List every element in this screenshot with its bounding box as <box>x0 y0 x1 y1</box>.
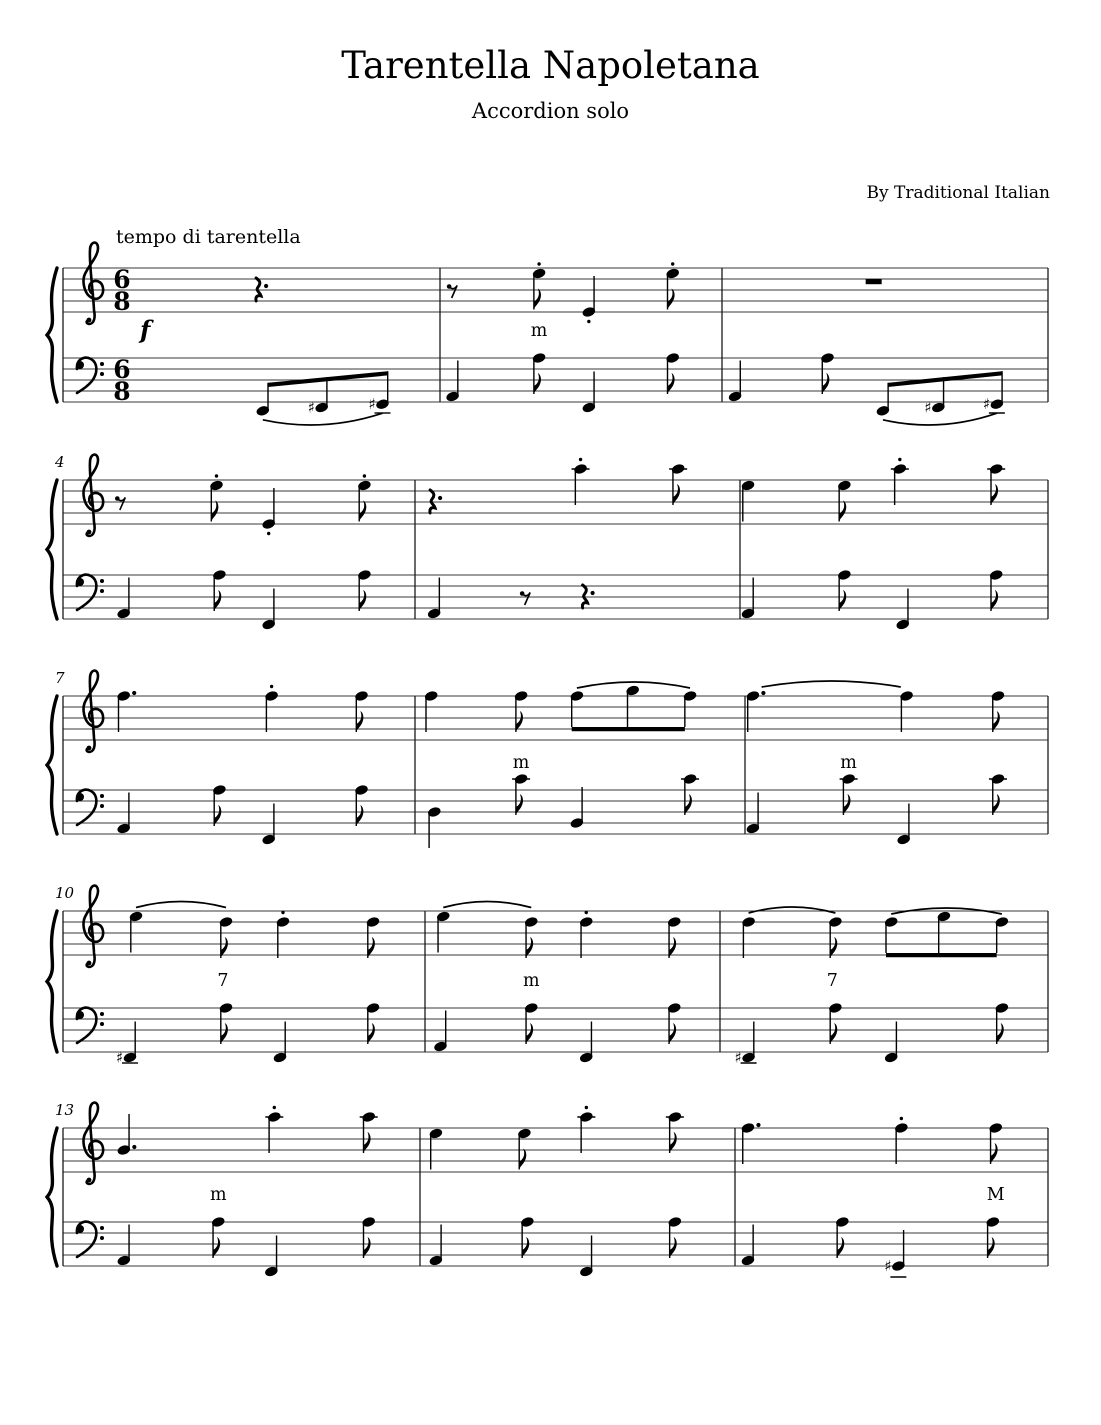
note <box>212 569 227 611</box>
note <box>276 911 291 958</box>
note <box>820 352 835 394</box>
beam-group <box>875 371 1004 425</box>
note <box>985 1216 1000 1258</box>
augmentation-dot <box>264 284 268 288</box>
note <box>366 916 381 958</box>
note <box>433 1011 448 1053</box>
note <box>273 1022 288 1064</box>
sharp-accidental: ♯ <box>884 1257 892 1275</box>
chord-quality-label: m <box>840 753 857 773</box>
chord-quality-label: 7 <box>826 971 838 991</box>
note <box>361 1216 376 1258</box>
chord-quality-label: 7 <box>217 971 229 991</box>
grand-staff-system <box>47 884 1048 1067</box>
note <box>896 804 911 846</box>
measure <box>741 458 1006 631</box>
slur <box>883 413 997 425</box>
staccato-dot <box>671 262 674 265</box>
note <box>357 474 372 521</box>
note <box>514 690 529 732</box>
staccato-dot <box>363 474 366 477</box>
time-signature-lower: 8 <box>113 287 131 316</box>
note <box>884 1022 899 1064</box>
note <box>445 361 460 403</box>
system-brace <box>47 480 57 619</box>
sharp-accidental: ♯ <box>116 1048 124 1067</box>
staccato-dot <box>900 1117 903 1120</box>
sharp-accidental: ♯ <box>924 398 932 417</box>
rest <box>520 591 530 605</box>
staccato-dot <box>898 458 901 461</box>
note <box>436 910 451 952</box>
sharp-accidental: ♯ <box>734 1048 742 1067</box>
measure-number: 13 <box>55 1101 75 1119</box>
note <box>581 372 596 414</box>
staccato-dot <box>267 532 270 535</box>
beam <box>572 727 685 731</box>
eighth-flag <box>359 501 366 522</box>
note <box>577 1106 595 1153</box>
note <box>735 1022 757 1067</box>
beam-group <box>255 371 390 425</box>
note <box>840 773 858 815</box>
note <box>354 784 369 826</box>
grand-staff-system <box>47 453 1048 631</box>
note <box>728 361 743 403</box>
staccato-dot <box>579 458 582 461</box>
bass-clef-icon <box>76 358 104 393</box>
note <box>988 1122 1003 1164</box>
tempo-marking: tempo di tarentella <box>116 226 301 248</box>
note <box>991 690 1006 732</box>
augmentation-dot <box>438 496 442 500</box>
note <box>745 793 760 835</box>
eighth-flag <box>534 289 541 310</box>
note <box>994 1002 1009 1044</box>
staccato-dot <box>273 1106 276 1109</box>
note <box>524 1002 539 1044</box>
sharp-accidental: ♯ <box>368 395 376 414</box>
note <box>424 690 439 732</box>
bass-clef-icon <box>76 1008 104 1043</box>
note <box>366 1002 381 1044</box>
note <box>532 352 547 394</box>
grand-staff-system <box>47 1101 1048 1278</box>
note <box>532 262 547 309</box>
chord-quality-label: m <box>530 321 548 341</box>
sharp-accidental: ♯ <box>307 398 315 417</box>
note <box>741 479 756 521</box>
note <box>211 1216 226 1258</box>
measure <box>115 474 372 630</box>
measure-number: 7 <box>55 669 65 687</box>
eighth-flag <box>668 289 675 310</box>
note <box>520 1216 535 1258</box>
augmentation-dot <box>756 1123 760 1127</box>
note <box>129 910 144 952</box>
eighth-flag <box>839 501 846 522</box>
note <box>837 479 852 521</box>
note <box>579 911 594 958</box>
staccato-dot <box>585 1106 588 1109</box>
rest <box>115 496 125 510</box>
measure <box>255 278 390 425</box>
measure-number: 4 <box>55 453 65 471</box>
note <box>669 463 687 505</box>
note <box>428 1225 443 1267</box>
note <box>579 1022 594 1064</box>
note <box>265 1106 283 1153</box>
measure <box>116 1106 377 1278</box>
grand-staff-system <box>47 669 1048 848</box>
note <box>884 1230 906 1277</box>
note <box>264 685 279 732</box>
note <box>989 773 1007 815</box>
measure-number: 10 <box>55 884 75 902</box>
note <box>581 276 596 323</box>
note <box>212 784 227 826</box>
note <box>517 1127 532 1169</box>
note <box>116 1022 138 1067</box>
measure <box>116 685 369 846</box>
note <box>665 262 680 309</box>
note <box>895 589 910 631</box>
slur <box>263 413 383 425</box>
note <box>899 690 914 732</box>
note <box>261 488 276 535</box>
measure <box>116 902 380 1067</box>
note <box>681 773 699 815</box>
note <box>219 916 234 958</box>
staccato-dot <box>270 685 273 688</box>
note <box>427 578 442 620</box>
note <box>572 458 590 505</box>
note <box>116 578 131 620</box>
note <box>261 589 276 631</box>
note <box>741 1225 756 1267</box>
beam <box>888 371 1002 387</box>
note <box>357 569 372 611</box>
tie-slur <box>762 681 901 687</box>
chord-quality-label: m <box>209 1185 227 1205</box>
tie-slur <box>443 902 531 908</box>
system-brace <box>47 268 57 402</box>
staccato-dot <box>587 320 590 323</box>
note <box>667 916 682 958</box>
dynamic-marking: f <box>140 315 151 344</box>
measure <box>745 681 1006 846</box>
note <box>987 463 1005 505</box>
staccato-dot <box>215 474 218 477</box>
note <box>427 806 442 848</box>
beam <box>268 371 388 387</box>
whole-measure-rest <box>866 279 882 284</box>
system-brace <box>47 1128 57 1266</box>
note <box>116 1225 131 1267</box>
note <box>741 916 756 958</box>
note <box>209 474 224 521</box>
note <box>837 569 852 611</box>
time-signature-lower: 8 <box>113 377 131 406</box>
augmentation-dot <box>591 591 595 595</box>
tie-slur <box>136 902 226 908</box>
measure <box>735 907 1010 1067</box>
note <box>666 1111 684 1153</box>
note <box>354 690 369 732</box>
note <box>579 1236 594 1278</box>
system-brace <box>47 911 57 1052</box>
time-signature <box>113 355 130 406</box>
note <box>428 1127 443 1169</box>
note <box>261 804 276 846</box>
staccato-dot <box>281 911 284 914</box>
note <box>828 916 843 958</box>
augmentation-dot <box>132 691 136 695</box>
measure <box>427 458 687 620</box>
note <box>741 578 756 620</box>
bass-clef-icon <box>76 575 104 610</box>
chord-quality-label: M <box>986 1185 1005 1205</box>
note <box>524 916 539 958</box>
augmentation-dot <box>132 1145 136 1149</box>
time-signature-upper: 6 <box>113 265 131 294</box>
note <box>835 1216 850 1258</box>
rest <box>447 284 457 298</box>
rest-glyph <box>866 279 882 284</box>
bass-clef-icon <box>76 790 104 825</box>
tie-slur <box>749 907 836 913</box>
augmentation-dot <box>761 691 765 695</box>
measure <box>741 1117 1005 1277</box>
sharp-accidental: ♯ <box>982 395 991 414</box>
page-subtitle: Accordion solo <box>471 99 630 123</box>
beam <box>886 953 997 957</box>
note <box>667 1216 682 1258</box>
note <box>116 793 131 835</box>
note <box>894 1117 909 1164</box>
staccato-dot <box>585 911 588 914</box>
note <box>569 787 584 829</box>
note <box>512 773 530 815</box>
time-signature <box>113 265 130 316</box>
note <box>989 569 1004 611</box>
measure <box>428 1106 683 1278</box>
staccato-dot <box>537 262 540 265</box>
grand-staff-system <box>47 243 1048 425</box>
note <box>264 1236 279 1278</box>
eighth-flag <box>211 501 218 522</box>
bass-clef-icon <box>76 1222 104 1257</box>
chord-quality-label: m <box>522 971 540 991</box>
note <box>891 458 909 505</box>
note <box>828 1002 843 1044</box>
time-signature-upper: 6 <box>113 355 131 384</box>
note <box>665 352 680 394</box>
eighth-flag <box>519 1149 526 1170</box>
chord-quality-label: m <box>512 753 530 773</box>
note <box>219 1002 234 1044</box>
page-title: Tarentella Napoletana <box>341 44 760 87</box>
system-brace <box>47 696 57 834</box>
note <box>360 1111 378 1153</box>
note <box>667 1002 682 1044</box>
measure <box>433 902 682 1064</box>
composer-credit: By Traditional Italian <box>866 183 1050 203</box>
